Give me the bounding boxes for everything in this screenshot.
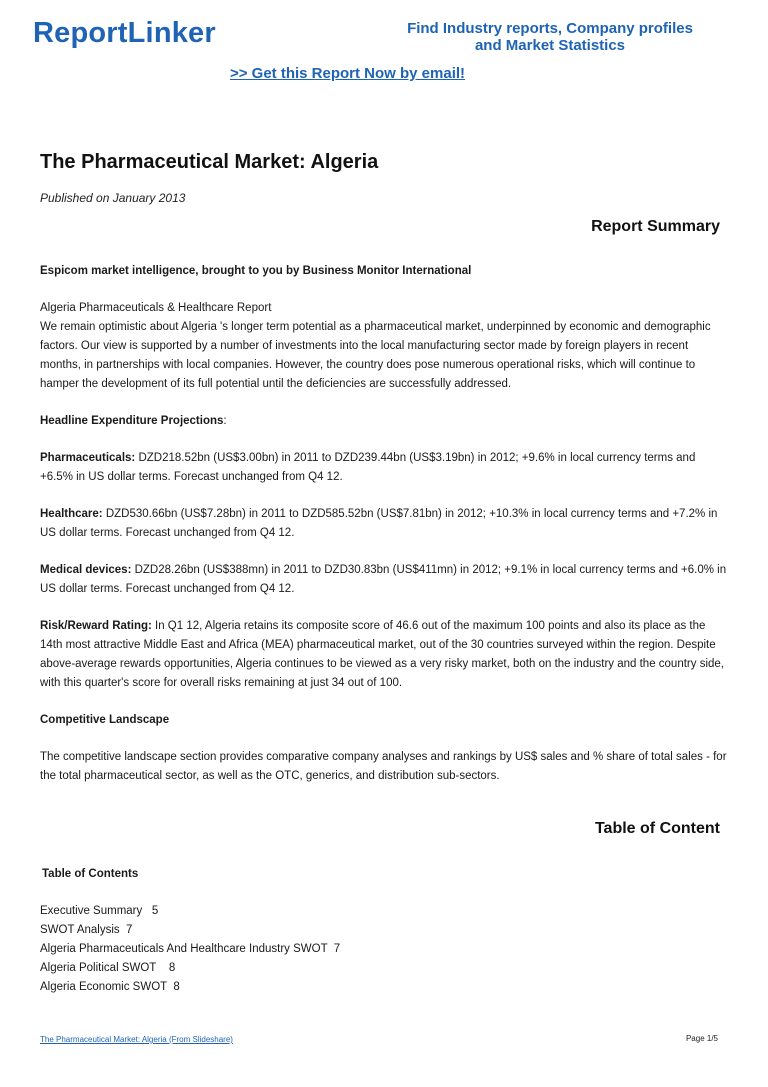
competitive-paragraph: The competitive landscape section provides comparative company analyses and rankings by US$ sales and % share of total sales - for the total pharmaceutical sector, as well as the OTC, generics, and distribution sub-sectors. xyxy=(40,751,727,782)
tagline-line-1: Find Industry reports, Company profiles xyxy=(407,20,693,37)
table-of-contents xyxy=(40,865,730,997)
devices-paragraph xyxy=(40,561,730,599)
toc-item: Algeria Political SWOT 8 xyxy=(40,962,176,974)
devices-label: Medical devices: xyxy=(40,564,132,576)
tagline-line-2: and Market Statistics xyxy=(474,37,626,54)
tagline xyxy=(380,20,720,54)
overview-text: We remain optimistic about Algeria 's longer term potential as a pharmaceutical market, underpinned by economic and demographic factors. Our view is supported by a number of investments into the local manufacturing sector made by foreign players in recent months, in partnerships with local companies. However, the country does pose numerous operational risks, which will continue to hamper the development of its full potential until the deficiencies are successfully addressed. xyxy=(40,321,711,390)
healthcare-label: Healthcare: xyxy=(40,508,103,520)
document-title: The Pharmaceutical Market: Algeria xyxy=(40,151,379,173)
healthcare-text: DZD530.66bn (US$7.28bn) in 2011 to DZD585.52bn (US$7.81bn) in 2012; +10.3% in local currency terms and +7.2% in US dollar terms. Forecast unchanged from Q4 12. xyxy=(40,508,718,539)
get-report-link[interactable]: >> Get this Report Now by email! xyxy=(229,65,466,82)
devices-text: DZD28.26bn (US$388mn) in 2011 to DZD30.83bn (US$411mn) in 2012; +9.1% in local currency terms and +6.0% in US dollar terms. Forecast unchanged from Q4 12. xyxy=(40,564,727,595)
pharma-label: Pharmaceuticals: xyxy=(40,452,136,464)
healthcare-paragraph xyxy=(40,505,730,543)
headline-projections xyxy=(40,412,730,431)
report-name: Algeria Pharmaceuticals & Healthcare Report xyxy=(40,302,272,314)
footer-source-link[interactable]: The Pharmaceutical Market: Algeria (From Slideshare) xyxy=(40,1035,233,1044)
pharma-text: DZD218.52bn (US$3.00bn) in 2011 to DZD239.44bn (US$3.19bn) in 2012; +9.6% in local currency terms and +6.5% in US dollar terms. Forecast unchanged from Q4 12. xyxy=(40,452,696,483)
toc-item: Algeria Pharmaceuticals And Healthcare Industry SWOT 7 xyxy=(40,943,341,955)
page-number: Page 1/5 xyxy=(685,1034,718,1043)
report-summary xyxy=(40,262,730,804)
pharma-paragraph xyxy=(40,449,730,487)
toc-title: Table of Contents xyxy=(42,868,139,880)
report-summary-heading: Report Summary xyxy=(591,218,720,235)
toc-item: Executive Summary 5 xyxy=(40,905,159,917)
risk-label: Risk/Reward Rating: xyxy=(40,620,152,632)
overview-paragraph xyxy=(40,299,730,394)
intro-line: Espicom market intelligence, brought to you by Business Monitor International xyxy=(40,265,472,277)
headline-label: Headline Expenditure Projections xyxy=(40,415,224,427)
risk-text: In Q1 12, Algeria retains its composite score of 46.6 out of the maximum 100 points and also its place as the 14th most attractive Middle East and Africa (MEA) pharmaceutical market, out of the 30 countries surveyed within the region. Despite above-average rewards opportunities, Algeria continues to be viewed as a very risky market, both on the industry and the country side, with this quarter's score for overall risks remaining at just 34 out of 100. xyxy=(40,620,724,689)
risk-paragraph xyxy=(40,617,730,693)
toc-item: SWOT Analysis 7 xyxy=(40,924,133,936)
toc-item: Algeria Economic SWOT 8 xyxy=(40,981,180,993)
logo[interactable]: ReportLinker xyxy=(33,17,216,49)
published-date: Published on January 2013 xyxy=(40,191,186,205)
competitive-heading: Competitive Landscape xyxy=(40,714,170,726)
headline-colon: : xyxy=(223,415,227,427)
table-of-content-heading: Table of Content xyxy=(594,820,720,837)
